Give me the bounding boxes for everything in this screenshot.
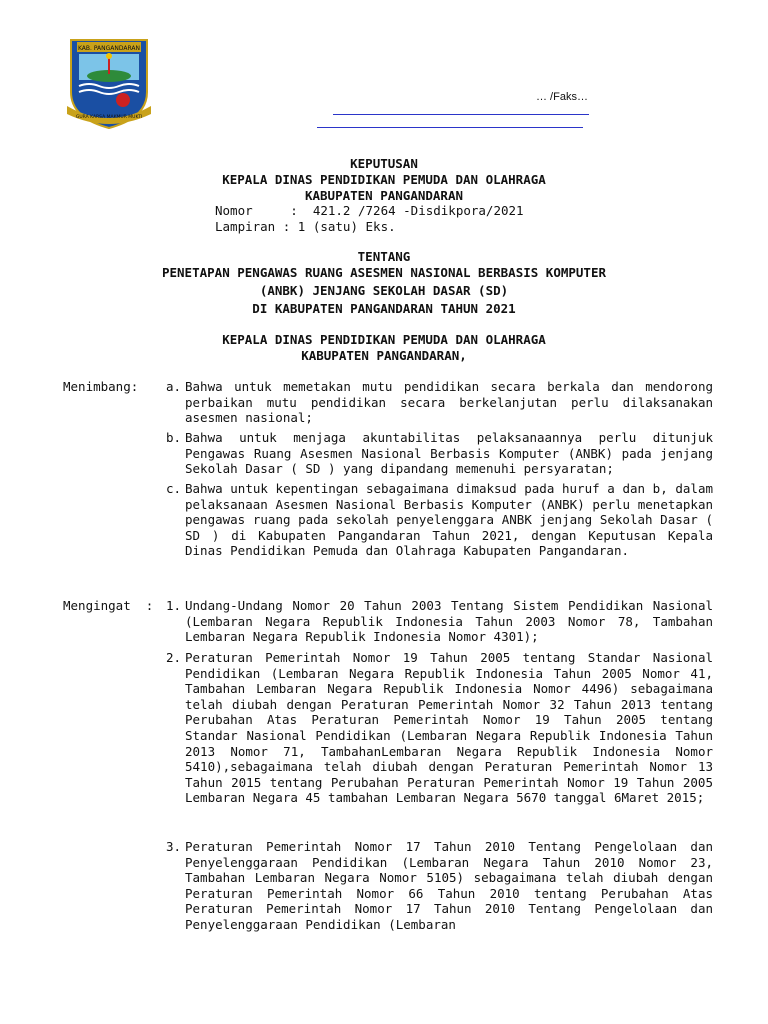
item-marker: a. bbox=[166, 379, 182, 394]
mengingat-item-1 bbox=[166, 598, 713, 645]
subject-heading: TENTANG bbox=[357, 249, 411, 264]
decree-number: Nomor : 421.2 /7264 -Disdikpora/2021 bbox=[215, 203, 524, 218]
issuer-line: KEPALA DINAS PENDIDIKAN PEMUDA DAN OLAHRAGA bbox=[222, 172, 546, 187]
item-marker: 2. bbox=[166, 650, 182, 665]
issuer-region: KABUPATEN PANGANDARAN bbox=[304, 188, 464, 203]
authority-line-2: KABUPATEN PANGANDARAN, bbox=[301, 348, 467, 363]
logo-motto-text: GURA KARSA MAKMUR MUKTI bbox=[75, 115, 143, 120]
item-marker: c. bbox=[166, 481, 182, 496]
subject-line-3: DI KABUPATEN PANGANDARAN TAHUN 2021 bbox=[252, 301, 516, 316]
item-text: Peraturan Pemerintah Nomor 19 Tahun 2005 tentang Standar Nasional Pendidikan (Lembaran Negara Republik Indonesia Tahun 2005 Nomor 41, Tambahan Lembaran Negara Republik Indonesia Nomor 4496) sebagaimana telah diubah dengan Peraturan Pemerintah Nomor 32 Tahun 2013 tentang Perubahan Atas Peraturan Pemerintah Nomor 19 Tahun 2005 tentang Standar Nasional Pendidikan (Lembaran Negara Republik Indonesia Tahun 2013 Nomor 71, TambahanLembaran Negara Republik Indonesia Nomor 5410),sebagaimana telah diubah dengan Peraturan Pemerintah Nomor 13 Tahun 2015 tentang Perubahan Peraturan Pemerintah Nomor 19 Tahun 2005 Lembaran Negara 45 tambahan Lembaran Negara 5670 tanggal 6Maret 2015; bbox=[185, 650, 713, 806]
menimbang-item-c bbox=[166, 481, 713, 559]
item-marker: b. bbox=[166, 430, 182, 445]
menimbang-item-a bbox=[166, 379, 713, 426]
logo-top-text: KAB. PANGANDARAN bbox=[77, 45, 141, 52]
mengingat-item-2 bbox=[166, 650, 713, 806]
item-marker: 1. bbox=[166, 598, 182, 613]
regency-emblem-logo bbox=[63, 30, 155, 130]
mengingat-label: Mengingat : bbox=[63, 598, 154, 613]
item-text: Bahwa untuk kepentingan sebagaimana dimaksud pada huruf a dan b, dalam pelaksanaan Asesmen Nasional Berbasis Komputer (ANBK) perlu menetapkan pengawas ruang pada sekolah penyelenggara ANBK jenjang Sekolah Dasar ( SD ) di Kabupaten Pangandaran Tahun 2021, dengan Keputusan Kepala Dinas Pendidikan Pemuda dan Olahraga Kabupaten Pangandaran. bbox=[185, 481, 713, 559]
subject-line-1: PENETAPAN PENGAWAS RUANG ASESMEN NASIONAL BERBASIS KOMPUTER bbox=[161, 265, 606, 280]
header-rule-1 bbox=[333, 114, 589, 115]
attachment-count: Lampiran : 1 (satu) Eks. bbox=[215, 219, 396, 234]
mengingat-item-3 bbox=[166, 839, 713, 933]
subject-line-2: (ANBK) JENJANG SEKOLAH DASAR (SD) bbox=[259, 283, 509, 298]
menimbang-label: Menimbang: bbox=[63, 379, 139, 394]
faks-text: … /Faks… bbox=[536, 91, 588, 103]
menimbang-item-b bbox=[166, 430, 713, 477]
item-text: Bahwa untuk menjaga akuntabilitas pelaksanaannya perlu ditunjuk Pengawas Ruang Asesmen Nasional Berbasis Komputer (ANBK) pada jenjang Sekolah Dasar ( SD ) yang dipandang memenuhi persyaratan; bbox=[185, 430, 713, 477]
header-rule-2 bbox=[317, 127, 583, 128]
decree-title: KEPUTUSAN bbox=[350, 156, 418, 171]
item-text: Peraturan Pemerintah Nomor 17 Tahun 2010 Tentang Pengelolaan dan Penyelenggaraan Pendidikan (Lembaran Negara Tahun 2010 Nomor 23, Tambahan Lembaran Negara Nomor 5105) sebagaimana telah diubah dengan Peraturan Pemerintah Nomor 66 Tahun 2010 tentang Perubahan Atas Peraturan Pemerintah Nomor 17 Tahun 2010 Tentang Pengelolaan dan Penyelenggaraan Pendidikan (Lembaran bbox=[185, 839, 713, 932]
authority-line-1: KEPALA DINAS PENDIDIKAN PEMUDA DAN OLAHRAGA bbox=[222, 332, 546, 347]
item-marker: 3. bbox=[166, 839, 182, 854]
item-text: Bahwa untuk memetakan mutu pendidikan secara berkala dan mendorong perbaikan mutu pendidikan secara berkelanjutan perlu dilaksanakan asesmen nasional; bbox=[185, 379, 713, 426]
item-text: Undang-Undang Nomor 20 Tahun 2003 Tentang Sistem Pendidikan Nasional (Lembaran Negara Republik Indonesia Tahun 2003 Nomor 78, Tambahan Lembaran Negara Republik Indonesia Nomor 4301); bbox=[185, 598, 713, 645]
